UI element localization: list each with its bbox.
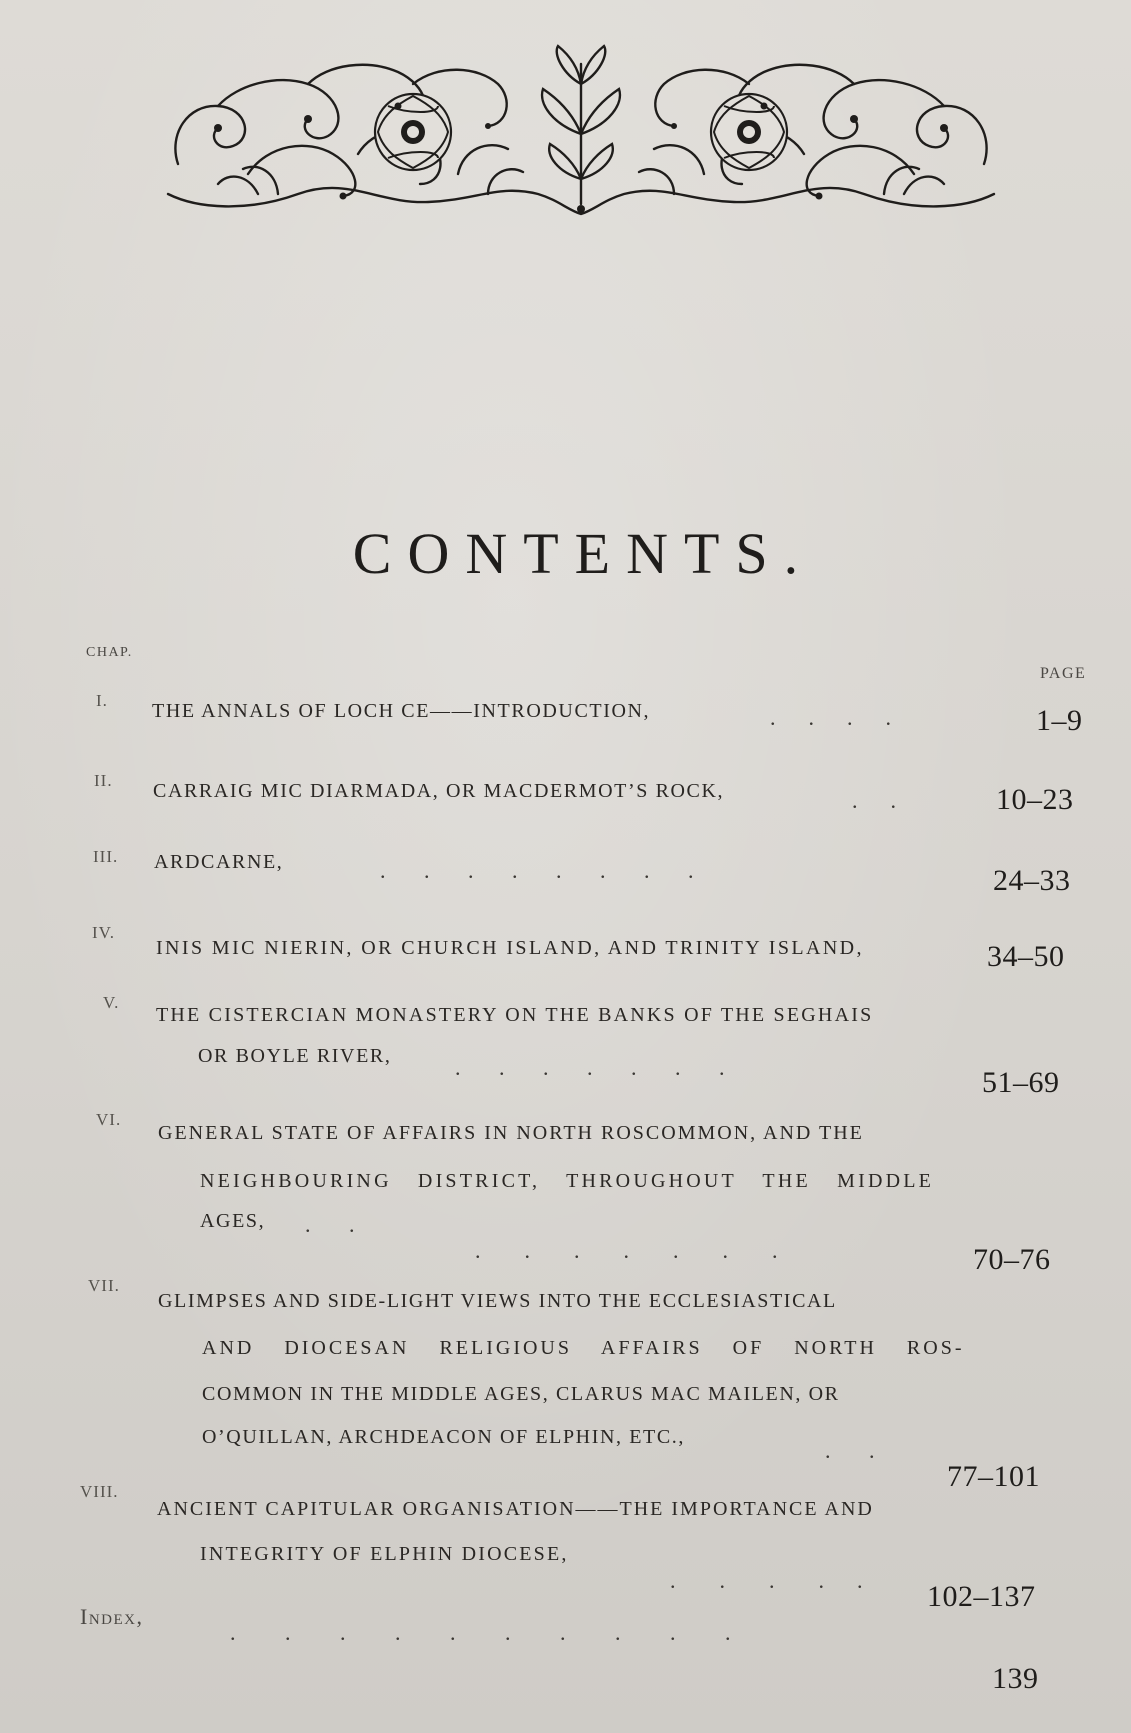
leader-dots: . . . . . . . [455, 1055, 725, 1080]
page-range: 77–101 [947, 1460, 1040, 1493]
chapter-number: II. [94, 771, 113, 790]
leader-dots: . . . . . . . [475, 1238, 778, 1263]
leader-dots: . . [305, 1212, 355, 1237]
page-range: 24–33 [993, 864, 1071, 897]
chapter-number: III. [93, 847, 119, 866]
chapter-number: VIII. [80, 1482, 119, 1501]
leader-dots: . . . . . . . . . . [230, 1620, 731, 1645]
page-range: 10–23 [996, 783, 1074, 816]
chapter-title-line: CARRAIG MIC DIARMADA, OR MACDERMOT’S ROCK, [153, 780, 725, 802]
chapter-number: VII. [88, 1276, 120, 1295]
chapter-title-line: GENERAL STATE OF AFFAIRS IN NORTH ROSCOMMON, AND THE [158, 1122, 864, 1144]
page-range: 102–137 [927, 1580, 1036, 1613]
leader-dots: . . [852, 788, 896, 813]
chapter-title-line: ANCIENT CAPITULAR ORGANISATION——THE IMPORTANCE AND [157, 1498, 874, 1520]
chapter-title-line: ARDCARNE, [154, 851, 284, 873]
page-range: 51–69 [982, 1066, 1060, 1099]
chapter-title-line: AND DIOCESAN RELIGIOUS AFFAIRS OF NORTH ROS- [202, 1337, 965, 1359]
chapter-title-line: INTEGRITY OF ELPHIN DIOCESE, [200, 1543, 569, 1565]
chapter-number: VI. [96, 1110, 122, 1129]
chapter-column-header: CHAP. [86, 645, 133, 660]
chapter-title-line: AGES, [200, 1210, 266, 1232]
leader-dots: . . . . . [670, 1568, 863, 1593]
chapter-number: IV. [92, 923, 115, 942]
floral-headpiece-ornament [158, 44, 1004, 220]
chapter-title-line: NEIGHBOURING DISTRICT, THROUGHOUT THE MIDDLE [200, 1170, 935, 1192]
chapter-title-line: OR BOYLE RIVER, [198, 1045, 392, 1067]
leader-dots: . . . . [770, 705, 891, 730]
chapter-number: V. [103, 993, 120, 1012]
chapter-number: I. [96, 691, 108, 710]
index-label: Index, [80, 1604, 144, 1629]
chapter-title-line: THE ANNALS OF LOCH CE——INTRODUCTION, [152, 700, 651, 722]
page-title: CONTENTS. [352, 521, 815, 586]
chapter-title-line: GLIMPSES AND SIDE-LIGHT VIEWS INTO THE ECCLESIASTICAL [158, 1290, 837, 1312]
leader-dots: . . [825, 1438, 875, 1463]
page-range: 70–76 [973, 1243, 1051, 1276]
chapter-title-line: O’QUILLAN, ARCHDEACON OF ELPHIN, ETC., [202, 1426, 686, 1448]
page-range: 139 [992, 1662, 1039, 1695]
chapter-title-line: INIS MIC NIERIN, OR CHURCH ISLAND, AND TRINITY ISLAND, [156, 937, 864, 959]
leader-dots: . . . . . . . . [380, 858, 694, 883]
page-range: 34–50 [987, 940, 1065, 973]
chapter-title-line: COMMON IN THE MIDDLE AGES, CLARUS MAC MAILEN, OR [202, 1383, 840, 1405]
page-range: 1–9 [1036, 704, 1083, 737]
chapter-title-line: THE CISTERCIAN MONASTERY ON THE BANKS OF THE SEGHAIS [156, 1004, 874, 1026]
page-column-header: PAGE [1040, 665, 1087, 682]
